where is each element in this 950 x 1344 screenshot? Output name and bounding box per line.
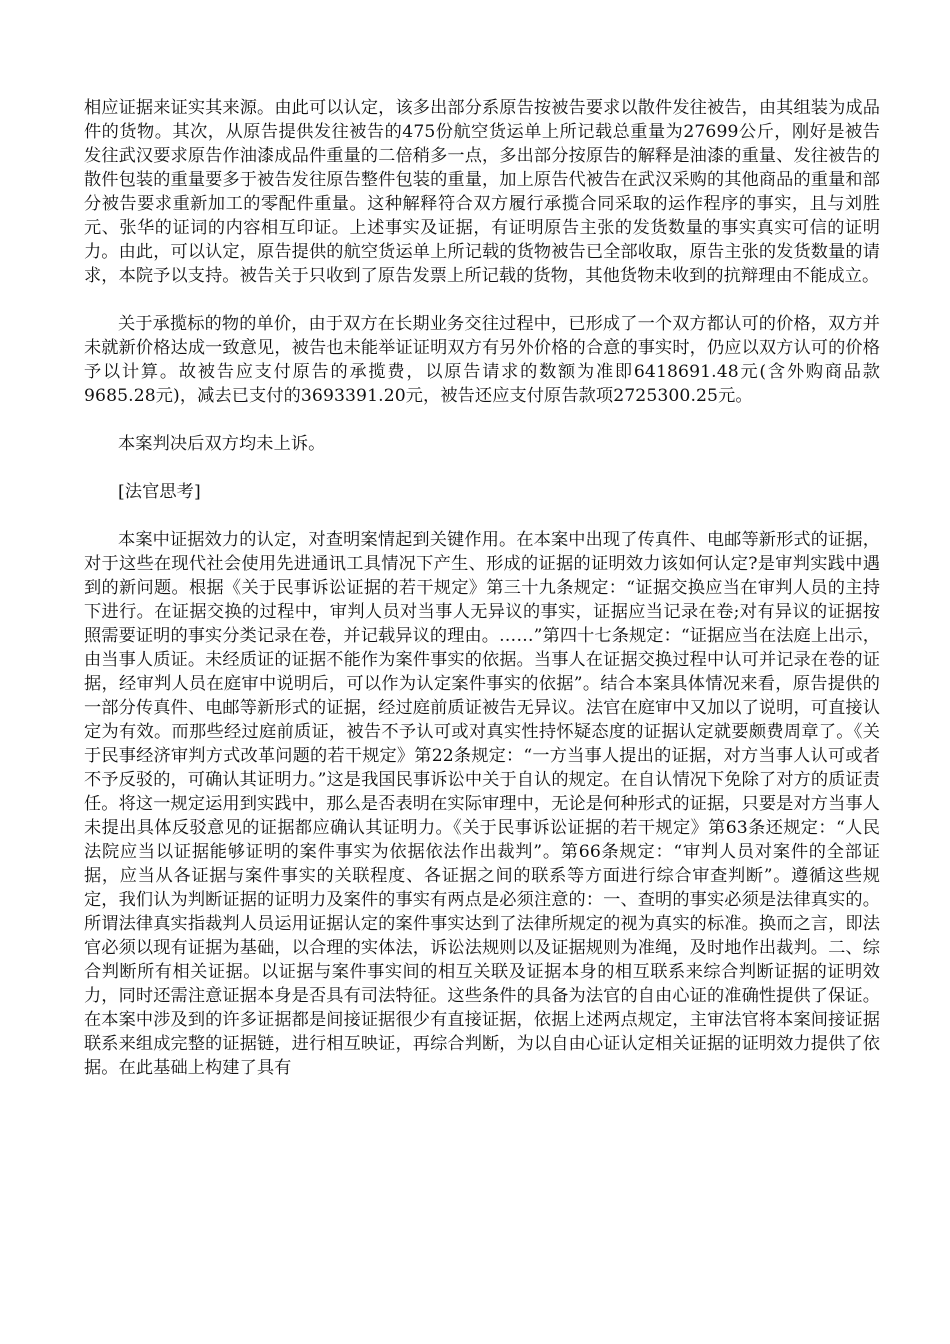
section-heading-judge-thoughts: [法官思考] [118,482,201,502]
paragraph-unit-price: 关于承揽标的物的单价，由于双方在长期业务交往过程中，已形成了一个双方都认可的价格，双方并未就新价格达成一致意见，被告也未能举证证明双方有另外价格的合意的事实时，仍应以双方认可的价格予以计算。故被告应支付原告的承揽费，以原告请求的数额为准即6418691.48元(含外购商品款9685.28元)，减去已支付的3693391.20元，被告还应支付原告款项2725300.25元。 [84,314,880,406]
paragraph-gap [84,504,880,528]
paragraph-gap [84,456,880,480]
paragraph-evidence-effectiveness: 本案中证据效力的认定，对查明案情起到关键作用。在本案中出现了传真件、电邮等新形式的证据，对于这些在现代社会使用先进通讯工具情况下产生、形成的证据的证明效力该如何认定?是审判实践中遇到的新问题。根据《关于民事诉讼证据的若干规定》第三十九条规定：“证据交换应当在审判人员的主持下进行。在证据交换的过程中，审判人员对当事人无异议的事实，证据应当记录在卷;对有异议的证据按照需要证明的事实分类记录在卷，并记载异议的理由。……”第四十七条规定：“证据应当在法庭上出示，由当事人质证。未经质证的证据不能作为案件事实的依据。当事人在证据交换过程中认可并记录在卷的证据，经审判人员在庭审中说明后，可以作为认定案件事实的依据”。结合本案具体情况来看，原告提供的一部分传真件、电邮等新形式的证据，经过庭前质证被告无异议。法官在庭审中又加以了说明，可直接认定为有效。而那些经过庭前质证，被告不予认可或对真实性持怀疑态度的证据认定就要颇费周章了。《关于民事经济审判方式改革问题的若干规定》第22条规定：“一方当事人提出的证据，对方当事人认可或者不予反驳的，可确认其证明力。”这是我国民事诉讼中关于自认的规定。在自认情况下免除了对方的质证责任。将这一规定运用到实践中，那么是否表明在实际审理中，无论是何种形式的证据，只要是对方当事人未提出具体反驳意见的证据都应确认其证明力。《关于民事诉讼证据的若干规定》第63条还规定：“人民法院应当以证据能够证明的案件事实为依据依法作出裁判”。第66条规定：“审判人员对案件的全部证据，应当从各证据与案件事实的关联程度、各证据之间的联系等方面进行综合审查判断”。遵循这些规定，我们认为判断证据的证明力及案件的事实有两点是必须注意的：一、查明的事实必须是法律真实的。所谓法律真实指裁判人员运用证据认定的案件事实达到了法律所规定的视为真实的标准。换而之言，即法官必须以现有证据为基础，以合理的实体法，诉讼法规则以及证据规则为准绳，及时地作出裁判。二、综合判断所有相关证据。以证据与案件事实间的相互关联及证据本身的相互联系来综合判断证据的证明效力，同时还需注意证据本身是否具有司法特征。这些条件的具备为法官的自由心证的准确性提供了保证。在本案中涉及到的许多证据都是间接证据很少有直接证据，依据上述两点规定，主审法官将本案间接证据联系来组成完整的证据链，进行相互映证，再综合判断，为以自由心证认定相关证据的证明效力提供了依据。在此基础上构建了具有 [84,530,880,1078]
paragraph-gap [84,288,880,312]
paragraph-no-appeal: 本案判决后双方均未上诉。 [118,434,326,454]
document-page [84,96,880,1080]
paragraph-gap [84,408,880,432]
paragraph-evidence-source: 相应证据来证实其来源。由此可以认定，该多出部分系原告按被告要求以散件发往被告，由其组装为成品件的货物。其次，从原告提供发往被告的475份航空货运单上所记载总重量为27699公斤，刚好是被告发往武汉要求原告作油漆成品件重量的二倍稍多一点，多出部分按原告的解释是油漆的重量、发往被告的散件包装的重量要多于被告发往原告整件包装的重量，加上原告代被告在武汉采购的其他商品的重量和部分被告要求重新加工的零配件重量。这种解释符合双方履行承揽合同采取的运作程序的事实，且与刘胜元、张华的证词的内容相互印证。上述事实及证据，有证明原告主张的发货数量的事实真实可信的证明力。由此，可以认定，原告提供的航空货运单上所记载的货物被告已全部收取，原告主张的发货数量的请求，本院予以支持。被告关于只收到了原告发票上所记载的货物，其他货物未收到的抗辩理由不能成立。 [84,98,880,286]
